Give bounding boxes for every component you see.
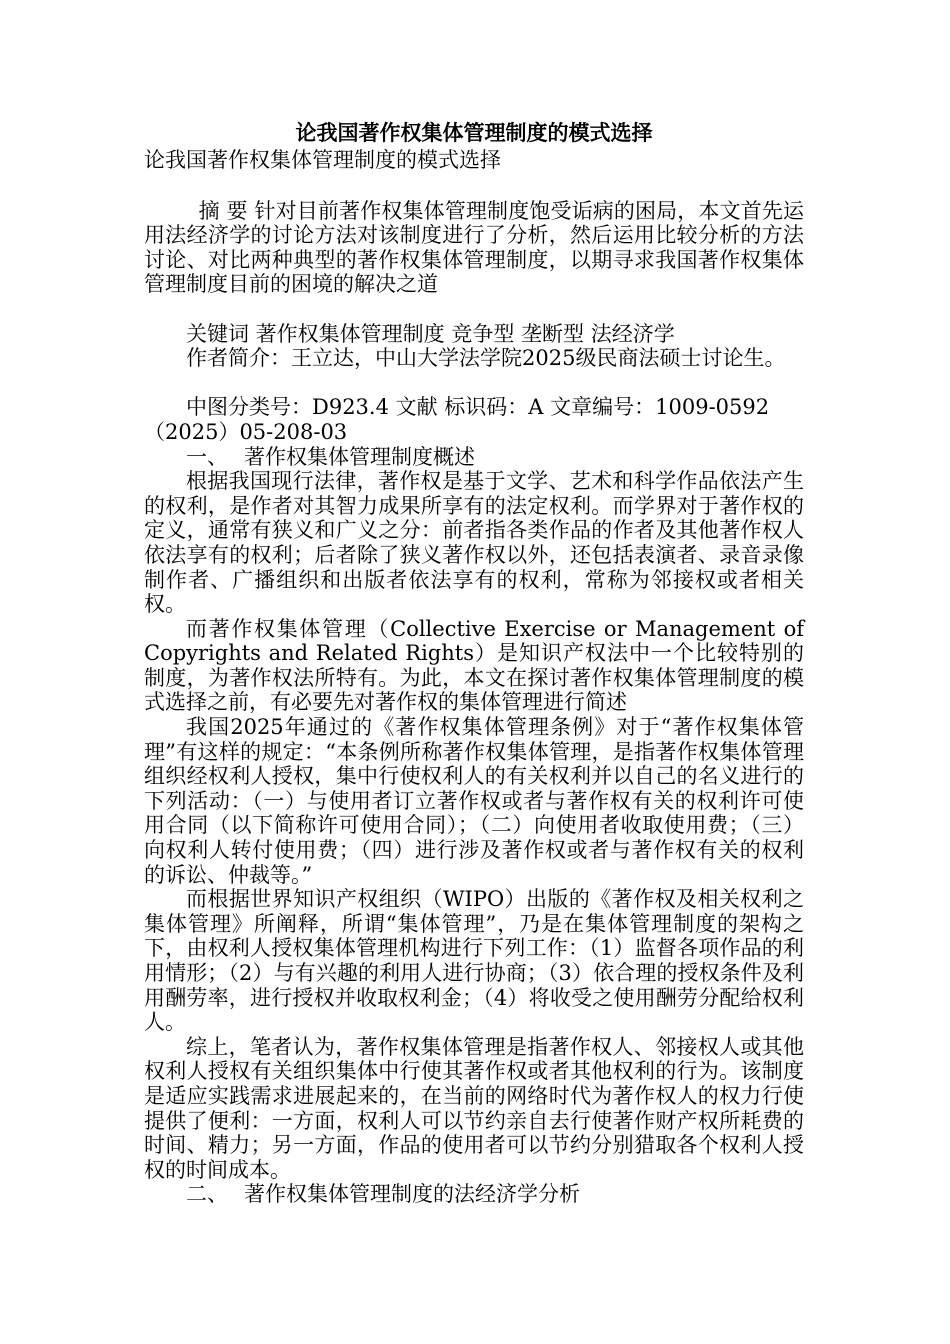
classification-line: 中图分类号：D923.4 文献 标识码：A 文章编号：1009-0592（2025）05-208-03 <box>144 395 770 444</box>
spacer <box>144 297 804 322</box>
document-page <box>144 120 804 1207</box>
document-title: 论我国著作权集体管理制度的模式选择 <box>295 121 653 145</box>
section-number: 一、 <box>186 444 228 469</box>
body-paragraph: 而著作权集体管理（Collective Exercise or Management of Copyrights and Related Rights）是知识产权法中一个比较特别的制度，为著作权法所特有。为此，本文在探讨著作权集体管理制度的模式选择之前，有必要先对著作权的集体管理进行简述 <box>144 616 804 715</box>
author-line: 作者简介：王立达，中山大学法学院2025级民商法硕士讨论生。 <box>186 346 786 371</box>
document-subtitle: 论我国著作权集体管理制度的模式选择 <box>144 148 501 172</box>
section-number: 二、 <box>186 1182 228 1207</box>
keywords-line: 关键词 著作权集体管理制度 竞争型 垄断型 法经济学 <box>186 321 675 346</box>
abstract-paragraph: 摘 要 针对目前著作权集体管理制度饱受诟病的困局，本文首先运用法经济学的讨论方法对该制度进行了分析，然后运用比较分析的方法讨论、对比两种典型的著作权集体管理制度，以期寻求我国著作权集体管理制度目前的困境的解决之道 <box>144 198 804 297</box>
body-paragraph: 而根据世界知识产权组织（WIPO）出版的《著作权及相关权利之集体管理》所阐释，所谓“集体管理”，乃是在集体管理制度的架构之下，由权利人授权集体管理机构进行下列工作：（1）监督各项作品的利用情形；（2）与有兴趣的利用人进行协商；（3）依合理的授权条件及利用酬劳率，进行授权并收取权利金；（4）将收受之使用酬劳分配给权利人。 <box>144 887 804 1035</box>
body-paragraph: 综上，笔者认为，著作权集体管理是指著作权人、邻接权人或其他权利人授权有关组织集体中行使其著作权或者其他权利的行为。该制度是适应实践需求进展起来的，在当前的网络时代为著作权人的权力行使提供了便利：一方面，权利人可以节约亲自去行使著作财产权所耗费的时间、精力；另一方面，作品的使用者可以节约分别猎取各个权利人授权的时间成本。 <box>144 1034 804 1182</box>
section-heading-1 <box>144 445 804 470</box>
spacer <box>144 371 804 396</box>
body-paragraph: 我国2025年通过的《著作权集体管理条例》对于“著作权集体管理”有这样的规定：“本条例所称著作权集体管理，是指著作权集体管理组织经权利人授权，集中行使权利人的有关权利并以自己的名义进行的下列活动：（一）与使用者订立著作权或者与著作权有关的权利许可使用合同（以下简称许可使用合同）；（二）向使用者收取使用费；（三）向权利人转付使用费；（四）进行涉及著作权或者与著作权有关的权利的诉讼、仲裁等。” <box>144 715 804 887</box>
section-title: 著作权集体管理制度概述 <box>244 444 475 469</box>
section-title: 著作权集体管理制度的法经济学分析 <box>244 1182 580 1207</box>
body-paragraph: 根据我国现行法律，著作权是基于文学、艺术和科学作品依法产生的权利，是作者对其智力成果所享有的法定权利。而学界对于著作权的定义，通常有狭义和广义之分：前者指各类作品的作者及其他著作权人依法享有的权利；后者除了狭义著作权以外，还包括表演者、录音录像制作者、广播组织和出版者依法享有的权利，常称为邻接权或者相关权。 <box>144 469 804 617</box>
section-heading-2 <box>144 1182 804 1207</box>
